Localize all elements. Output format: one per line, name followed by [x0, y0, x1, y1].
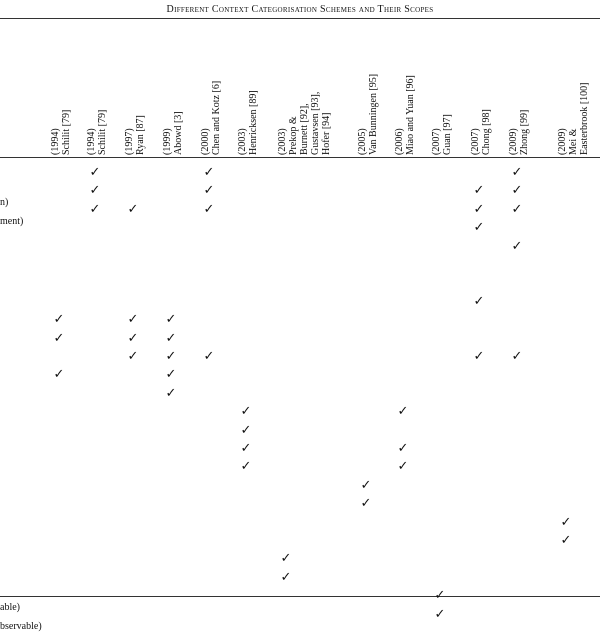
column-header: (2007) Guan [97] — [431, 114, 453, 155]
column-header: (1997) Ryan [87] — [124, 115, 146, 155]
row-label: able) — [0, 602, 20, 614]
check-mark: ✓ — [397, 403, 409, 419]
check-mark: ✓ — [240, 403, 252, 419]
check-mark: ✓ — [280, 568, 292, 584]
check-mark: ✓ — [203, 164, 215, 179]
check-mark: ✓ — [165, 384, 177, 400]
check-mark: ✓ — [511, 200, 523, 216]
check-mark: ✓ — [203, 200, 215, 216]
check-mark: ✓ — [240, 440, 252, 455]
check-mark: ✓ — [165, 329, 177, 345]
row-label: bservable) — [0, 620, 42, 632]
check-mark: ✓ — [511, 182, 523, 198]
column-header: (2003) Prekop & Burnett [92], Gustavsen [93], Hofer [94] — [277, 91, 332, 155]
check-mark: ✓ — [397, 440, 409, 455]
check-mark: ✓ — [89, 200, 101, 216]
column-header: (2006) Miao and Yuan [96] — [394, 75, 416, 155]
column-header: (1994) Schilit [79] — [50, 109, 72, 155]
column-header: (2005) Van Bunningen [95] — [357, 73, 379, 155]
check-mark: ✓ — [473, 200, 485, 216]
check-mark: ✓ — [511, 164, 523, 179]
check-mark: ✓ — [127, 348, 139, 363]
check-mark: ✓ — [434, 605, 446, 621]
check-mark: ✓ — [240, 421, 252, 437]
check-mark: ✓ — [560, 513, 572, 529]
check-mark: ✓ — [473, 219, 485, 235]
column-header: (2009) Zhong [99] — [508, 109, 530, 155]
column-header: (1999) Abowd [3] — [162, 111, 184, 155]
check-mark: ✓ — [360, 476, 372, 492]
column-header: (2007) Chong [98] — [470, 109, 492, 155]
check-mark: ✓ — [240, 458, 252, 474]
check-mark: ✓ — [127, 200, 139, 216]
row-label: ment) — [0, 215, 24, 227]
bottom-rule — [0, 596, 600, 597]
check-mark: ✓ — [53, 329, 65, 345]
header-rule — [0, 157, 600, 158]
check-mark: ✓ — [165, 348, 177, 363]
column-header: (2000) Chen and Kotz [6] — [200, 80, 222, 155]
check-mark: ✓ — [127, 311, 139, 327]
check-mark: ✓ — [434, 587, 446, 603]
table-caption: Different Context Categorisation Schemes and Their Scopes — [166, 4, 434, 15]
check-mark: ✓ — [511, 237, 523, 253]
check-mark: ✓ — [165, 366, 177, 382]
column-header: (1994) Schilit [79] — [86, 109, 108, 155]
check-mark: ✓ — [560, 532, 572, 547]
check-mark: ✓ — [360, 495, 372, 511]
check-mark: ✓ — [89, 182, 101, 198]
column-header: (2009) Mei & Easterbrook [100] — [557, 82, 590, 155]
check-mark: ✓ — [397, 458, 409, 474]
check-mark: ✓ — [511, 348, 523, 363]
check-mark: ✓ — [473, 348, 485, 363]
check-mark: ✓ — [89, 164, 101, 179]
check-mark: ✓ — [473, 292, 485, 308]
check-mark: ✓ — [203, 182, 215, 198]
check-mark: ✓ — [165, 311, 177, 327]
check-mark: ✓ — [53, 311, 65, 327]
column-header: (2003) Henricksen [89] — [237, 90, 259, 155]
check-mark: ✓ — [53, 366, 65, 382]
check-mark: ✓ — [127, 329, 139, 345]
row-label: n) — [0, 197, 9, 209]
check-mark: ✓ — [203, 348, 215, 363]
check-mark: ✓ — [473, 182, 485, 198]
check-mark: ✓ — [280, 550, 292, 566]
